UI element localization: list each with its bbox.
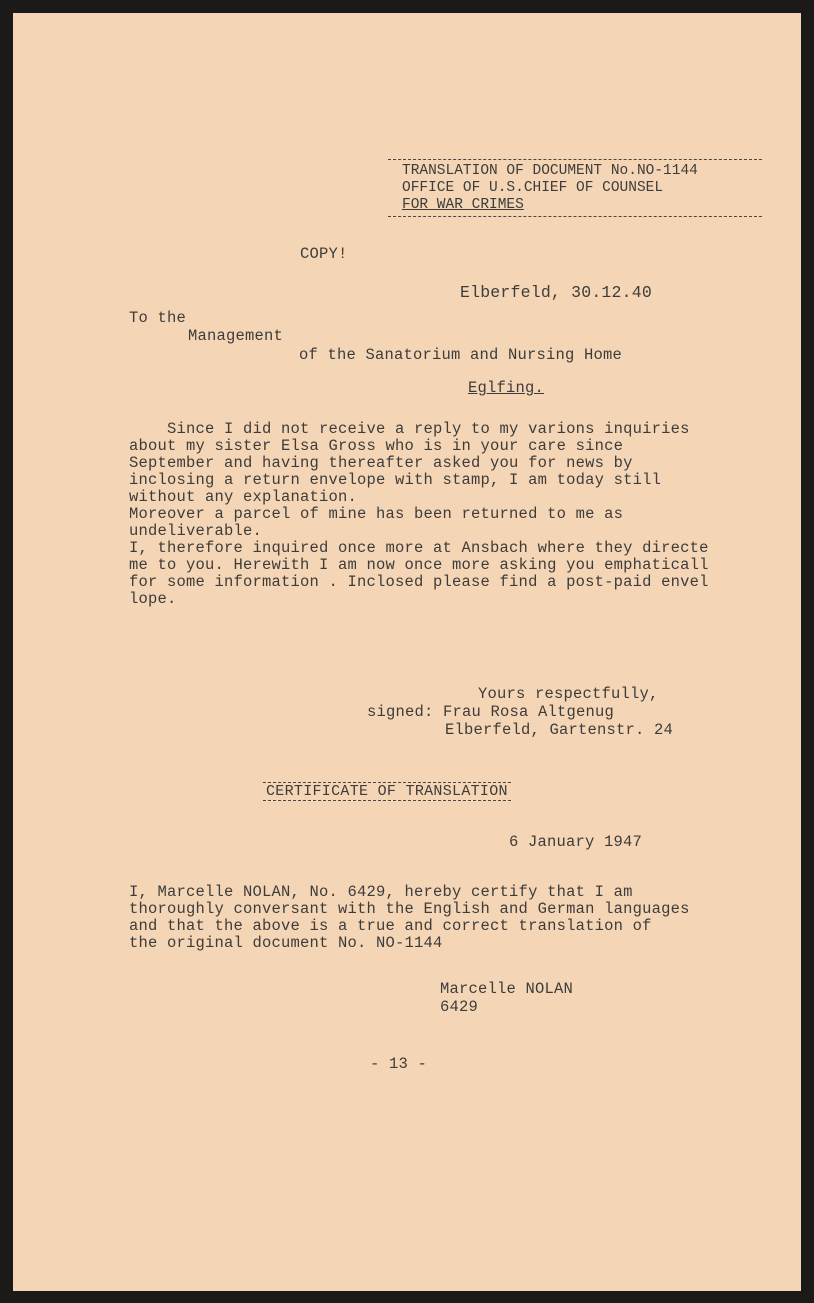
body-line: I, therefore inquired once more at Ansbach where they directe	[129, 539, 709, 557]
header-line-1: TRANSLATION OF DOCUMENT No.NO-1144	[402, 163, 698, 179]
copy-mark: COPY!	[300, 245, 348, 263]
body-line: me to you. Herewith I am now once more asking you emphaticall	[129, 556, 709, 574]
certificate-date: 6 January 1947	[509, 833, 643, 851]
certificate-line: thoroughly conversant with the English and German languages	[129, 900, 690, 918]
body-line: lope.	[129, 590, 177, 608]
body-line: for some information . Inclosed please find a post-paid envel	[129, 573, 709, 591]
translator-name: Marcelle NOLAN	[440, 980, 574, 998]
header-line-3: FOR WAR CRIMES	[402, 197, 524, 213]
body-line: about my sister Elsa Gross who is in your care since	[129, 437, 624, 455]
page-number: - 13 -	[370, 1055, 428, 1073]
certificate-title: CERTIFICATE OF TRANSLATION	[263, 782, 511, 801]
body-line: undeliverable.	[129, 522, 263, 540]
address-line-2: Management	[188, 327, 284, 345]
place-date: Elberfeld, 30.12.40	[460, 283, 652, 302]
address-line-3: of the Sanatorium and Nursing Home	[299, 346, 623, 364]
document-page	[13, 13, 801, 1291]
certificate-line: and that the above is a true and correct translation of	[129, 917, 652, 935]
address-line-4: Eglfing.	[468, 379, 545, 397]
closing-signature: signed: Frau Rosa Altgenug	[367, 703, 615, 721]
closing-line-1: Yours respectfully,	[478, 685, 659, 703]
translator-number: 6429	[440, 998, 479, 1016]
body-line: without any explanation.	[129, 488, 358, 506]
header-line-2: OFFICE OF U.S.CHIEF OF COUNSEL	[402, 180, 664, 196]
certificate-line: I, Marcelle NOLAN, No. 6429, hereby certify that I am	[129, 883, 633, 901]
certificate-line: the original document No. NO-1144	[129, 934, 443, 952]
closing-address: Elberfeld, Gartenstr. 24	[445, 721, 674, 739]
body-line: Since I did not receive a reply to my varions inquiries	[129, 420, 690, 438]
body-line: inclosing a return envelope with stamp, I am today still	[129, 471, 662, 489]
translation-header	[388, 159, 762, 217]
body-line: September and having thereafter asked you for news by	[129, 454, 633, 472]
letter-body	[129, 421, 769, 608]
address-line-1: To the	[129, 309, 187, 327]
body-line: Moreover a parcel of mine has been returned to me as	[129, 505, 624, 523]
